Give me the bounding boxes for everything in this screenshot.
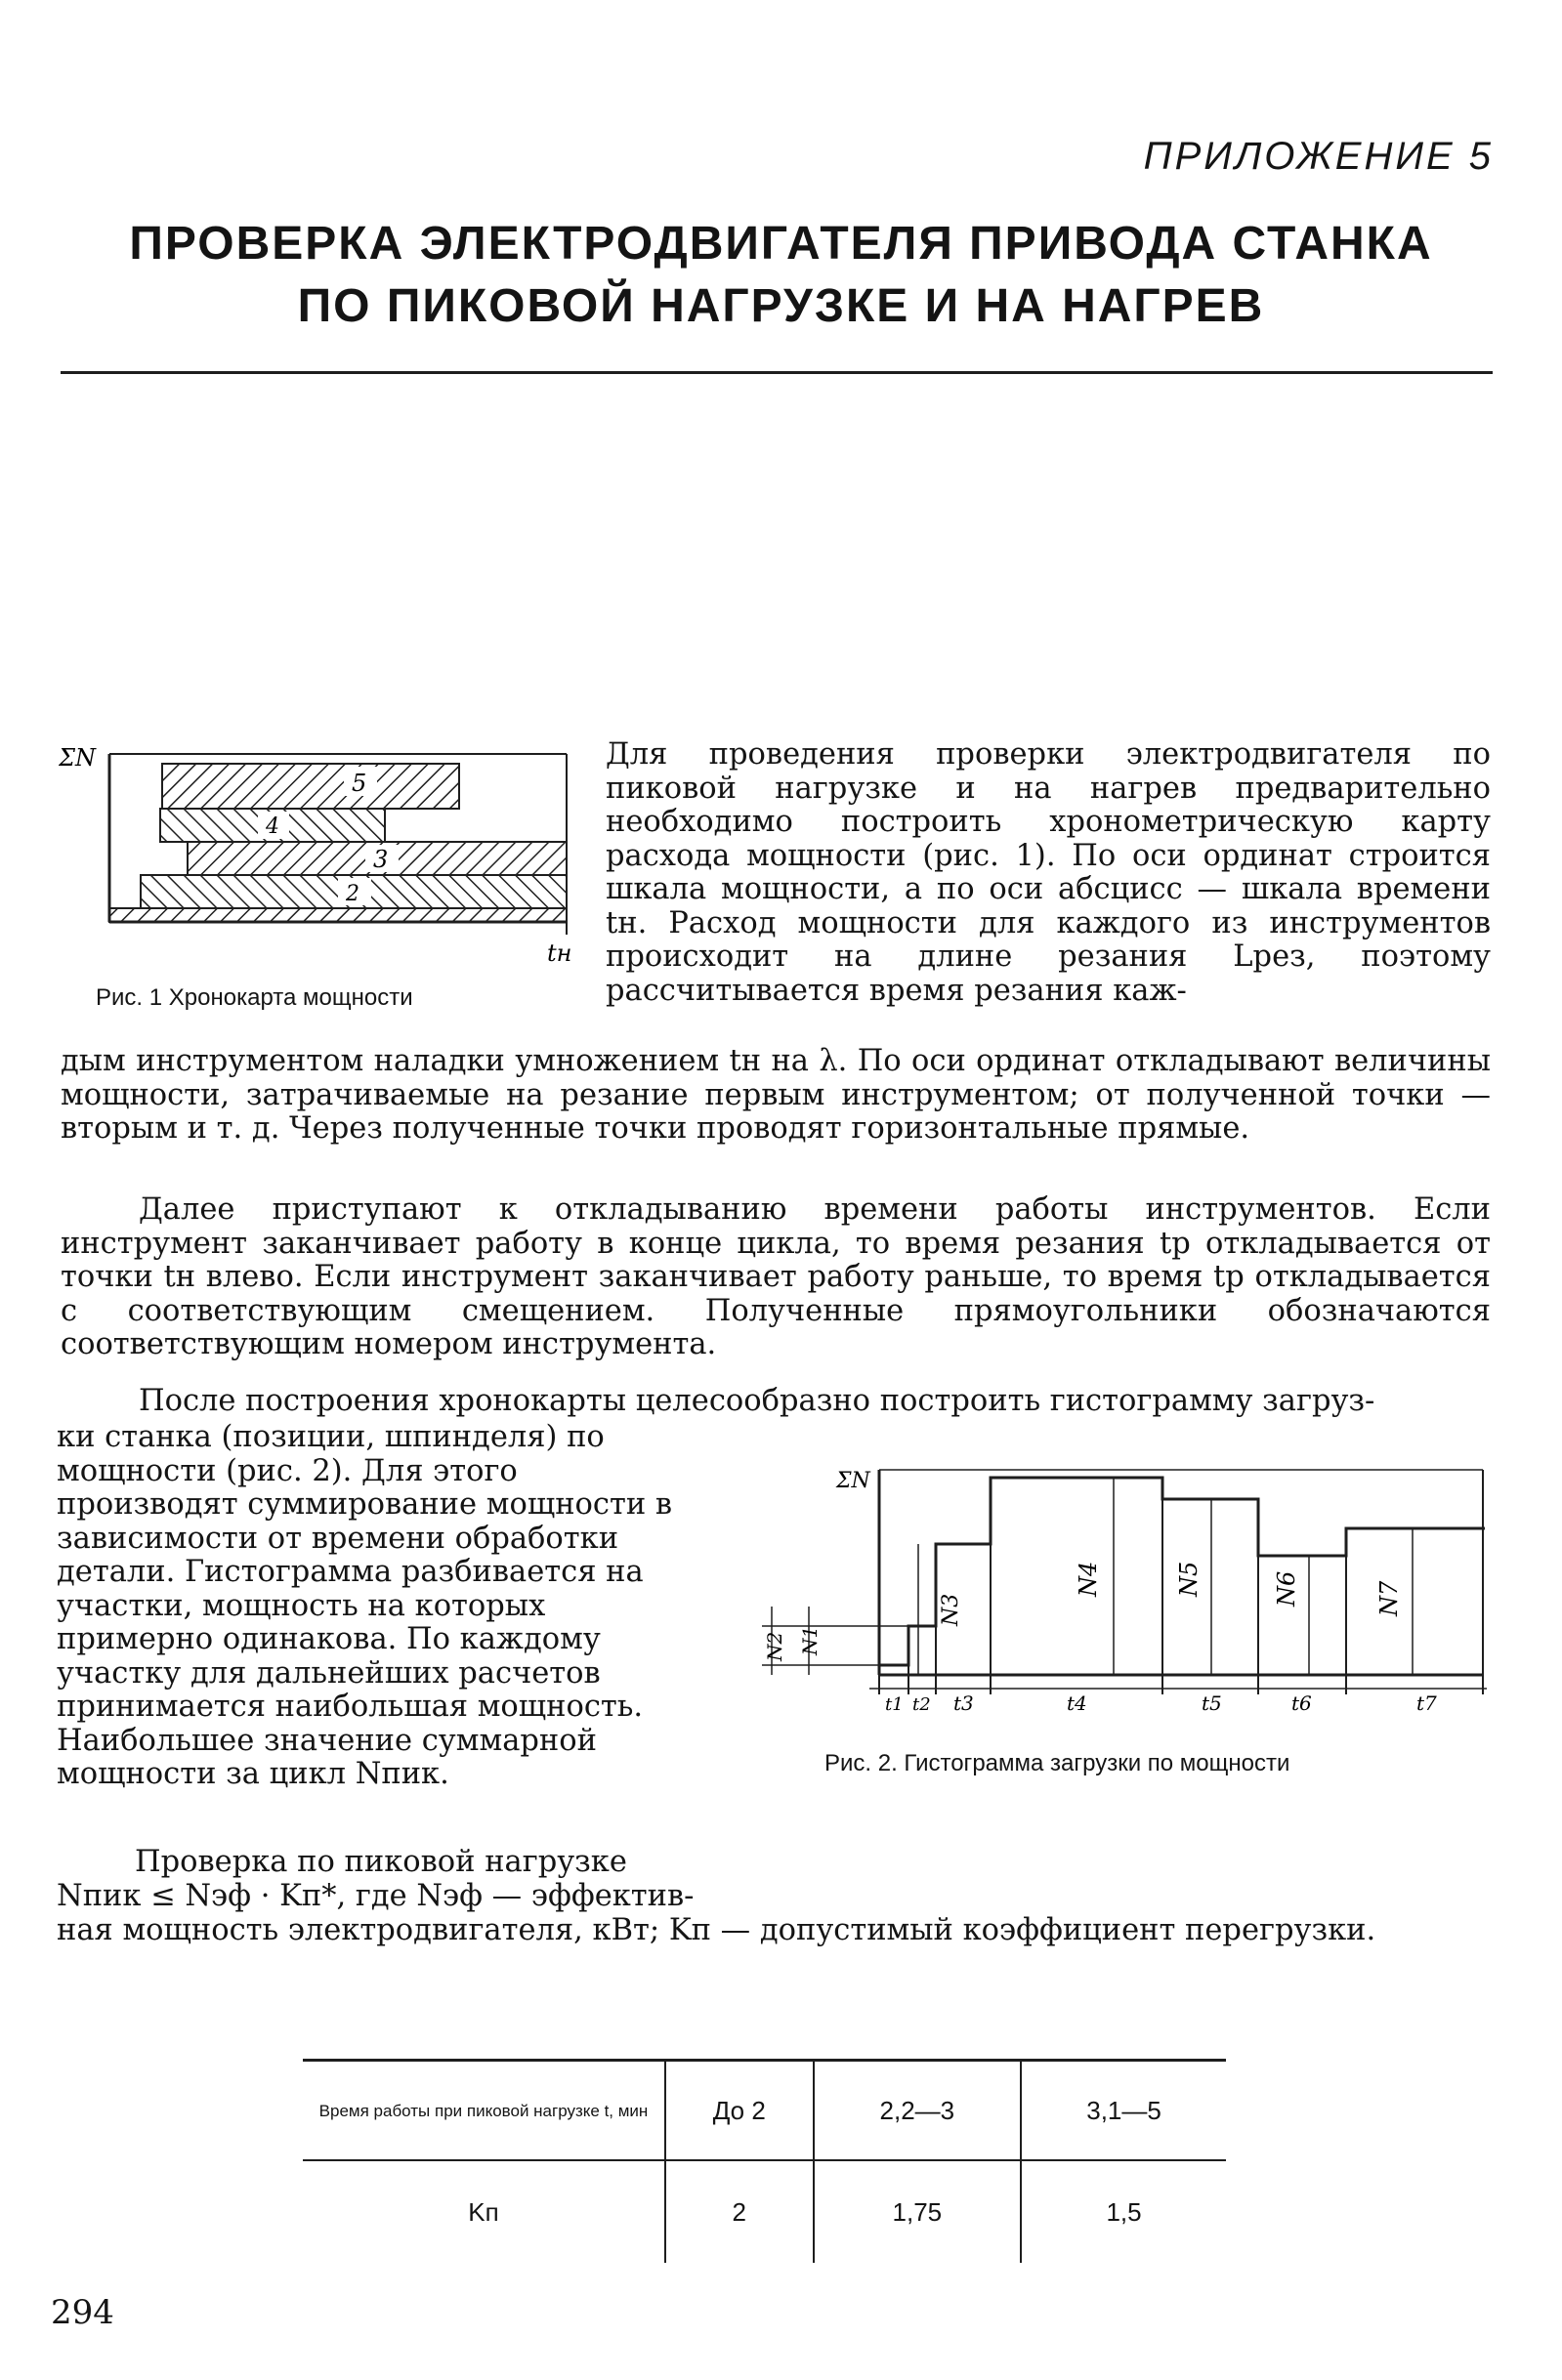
fig2-power-label: N5 [1175,1561,1203,1597]
fig2-power-label: N1 [798,1625,822,1655]
fig1-y-axis-label: ΣN [59,744,96,772]
fig2-time-label: t6 [1291,1691,1312,1715]
fig2-power-label: N3 [939,1593,963,1626]
appendix-label: ПРИЛОЖЕНИЕ 5 [1143,135,1494,178]
fig1-bar-label: 5 [352,770,367,797]
table-row [303,2160,1226,2263]
fig2-power-label: N7 [1375,1580,1403,1616]
table-header-row [303,2061,1226,2161]
paragraph-1-continuation: дым инструментом наладки умножением tн на λ. По оси ординат откладывают величины мощности, затрачиваемые на резание первым инструментом; от полученной точки — вторым и т. д. Через полученные точки проводят горизонтальные прямые. [61,1044,1491,1146]
title-divider [61,371,1493,374]
fig2-time-label: t5 [1202,1691,1222,1715]
table-row-label: Kп [468,2196,499,2227]
fig2-power-label: N6 [1273,1570,1300,1607]
fig2-power-label: N2 [763,1631,786,1661]
fig1-bar-5 [162,764,459,809]
fig2-power-label: N4 [1075,1561,1102,1597]
table-cell: 2 [665,2160,814,2263]
fig1-bar-label: 2 [346,882,359,906]
overload-coefficient-table [303,2059,1226,2263]
fig2-y-axis-label: ΣN [836,1469,870,1493]
fig1-bar-label: 3 [373,846,389,873]
paragraph-2: Далее приступают к откладыванию времени работы инструментов. Если инструмент заканчивает работу в конце цикла, то время резания tр откладывается от точки tн влево. Если инструмент заканчивает работу раньше, то время tр откладывается с соответствующим смещением. Полученные прямоугольники обозначаются соответствующим номером инструмента. [61,1192,1491,1361]
figure-2-histogram [752,1460,1495,1743]
paragraph-4-left: Проверка по пиковой нагрузке Nпик ≤ Nэф · Kп*, где Nэф — эффектив- [57,1845,695,1913]
table-header-cell: До 2 [665,2061,814,2161]
fig2-time-label: t4 [1067,1691,1087,1715]
title-line-1: ПРОВЕРКА ЭЛЕКТРОДВИГАТЕЛЯ ПРИВОДА СТАНКА [129,218,1433,270]
fig1-bar-label: 4 [266,814,279,839]
title-line-2: ПО ПИКОВОЙ НАГРУЗКЕ И НА НАГРЕВ [297,280,1265,332]
table-cell: 1,75 [814,2160,1022,2263]
fig2-time-label: t7 [1416,1691,1437,1715]
paragraph-1-right: Для проведения проверки электродвигателя по пиковой нагрузке и на нагрев предварительно необходимо построить хронометрическую карту расхода мощности (рис. 1). По оси ординат строится шкала мощности, а по оси абсцисс — шкала времени tн. Расход мощности для каждого из инструментов происходит на длине резания Lрез, поэтому рассчитывается время резания каж- [606,737,1491,1008]
table-header-cell: 3,1—5 [1021,2061,1226,2161]
page-title [59,213,1503,338]
table-cell: 1,5 [1021,2160,1226,2263]
page-number: 294 [51,2293,114,2332]
figure-2-caption: Рис. 2. Гистограмма загрузки по мощности [824,1750,1290,1776]
fig2-time-label: t2 [912,1694,931,1715]
fig1-x-axis-label: tн [547,939,572,967]
fig1-bar-1 [109,908,567,922]
figure-1-chronocard [59,734,586,969]
fig2-time-label: t1 [885,1694,904,1715]
paragraph-3-lead: После построения хронокарты целесообразно построить гистограмму загруз- [139,1384,1375,1418]
figure-1-caption: Рис. 1 Хронокарта мощности [96,984,413,1011]
paragraph-4-continuation: ная мощность электродвигателя, кВт; Kп — допустимый коэффициент перегрузки. [57,1913,1376,1947]
table-header-cell: Время работы при пиковой нагрузке t, мин [303,2061,665,2161]
paragraph-3-left: ки станка (позиции, шпинделя) по мощности (рис. 2). Для этого производят суммирование мощности в зависимости от времени обработки детали. Гистограмма разбивается на участки, мощность на которых примерно одинакова. По каждому участку для дальнейших расчетов принимается наибольшая мощность. Наибольшее значение суммарной мощности за цикл Nпик. [57,1420,673,1791]
table-header-cell: 2,2—3 [814,2061,1022,2161]
fig2-time-label: t3 [953,1691,974,1715]
